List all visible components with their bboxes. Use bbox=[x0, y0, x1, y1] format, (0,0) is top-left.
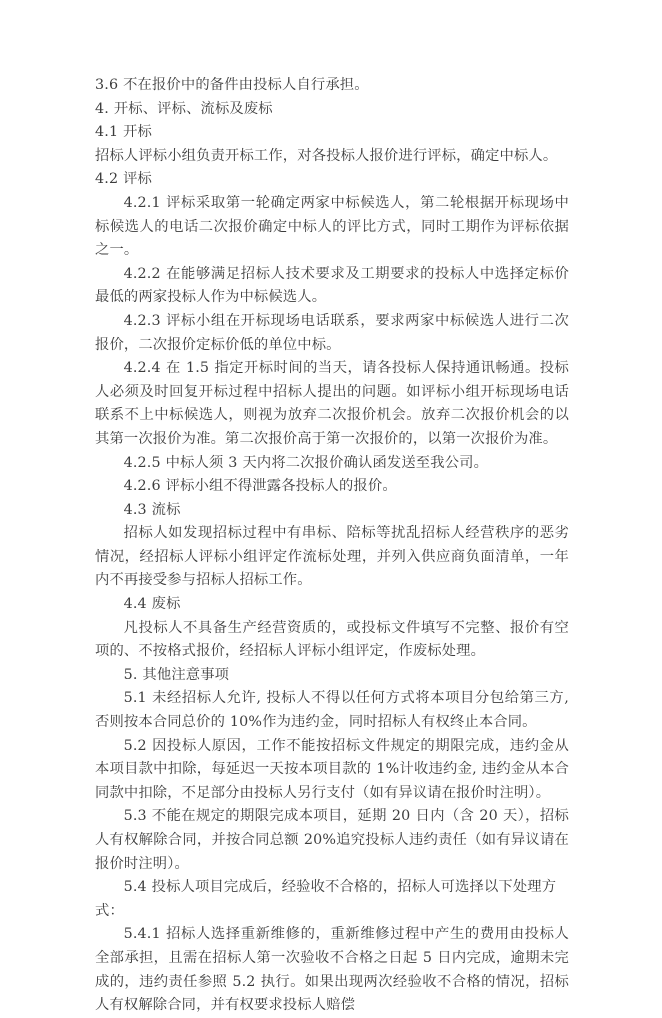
paragraph-3-6: 3.6 不在报价中的备件由投标人自行承担。 bbox=[95, 77, 369, 93]
heading-section-4: 4. 开标、评标、流标及废标 bbox=[95, 100, 273, 117]
paragraph-4-1-body: 招标人评标小组负责开标工作，对各投标人报价进行评标，确定中标人。 bbox=[95, 147, 558, 164]
paragraph-5-4: 5.4 投标人项目完成后，经验收不合格的，招标人可选择以下处理方式： bbox=[95, 879, 557, 919]
paragraph-4-2-2: 4.2.2 在能够满足招标人技术要求及工期要求的投标人中选择定标价最低的两家投标人作为中标候选人。 bbox=[95, 265, 569, 306]
paragraph-4-3-body: 招标人如发现招标过程中有串标、陪标等扰乱招标人经营秩序的恶劣情况，经招标人评标小组评定作流标处理，并列入供应商负面清单，一年内不再接受参与招标人招标工作。 bbox=[95, 525, 569, 589]
paragraph-5-3: 5.3 不能在规定的期限完成本项目，延期 20 日内（含 20 天），招标人有权解除合同，并按合同总额 20%追究投标人违约责任（如有异议请在报价时注明）。 bbox=[95, 808, 569, 872]
paragraph-4-4-body: 凡投标人不具备生产经营资质的，或投标文件填写不完整、报价有空项的、不按格式报价，经招标人评标小组评定，作废标处理。 bbox=[95, 619, 569, 660]
document-body bbox=[95, 74, 569, 1018]
heading-section-4-2: 4.2 评标 bbox=[95, 171, 152, 188]
heading-section-4-4: 4.4 废标 bbox=[123, 596, 181, 613]
paragraph-5-2: 5.2 因投标人原因，工作不能按招标文件规定的期限完成，违约金从本项目款中扣除，每延迟一天按本项目款的 1%计收违约金, 违约金从本合同款中扣除，不足部分由投标人另行支付（如有异议请在报价时注明）。 bbox=[95, 737, 569, 801]
paragraph-4-2-3: 4.2.3 评标小组在开标现场电话联系，要求两家中标候选人进行二次报价，二次报价定标价低的单位中标。 bbox=[95, 312, 569, 353]
paragraph-4-2-1: 4.2.1 评标采取第一轮确定两家中标候选人，第二轮根据开标现场中标候选人的电话二次报价确定中标人的评比方式，同时工期作为评标依据之一。 bbox=[95, 194, 569, 259]
heading-section-5: 5. 其他注意事项 bbox=[123, 666, 230, 683]
heading-section-4-1: 4.1 开标 bbox=[95, 124, 152, 141]
paragraph-5-1: 5.1 未经招标人允许, 投标人不得以任何方式将本项目分包给第三方, 否则按本合同总价的 10%作为违约金，同时招标人有权终止本合同。 bbox=[95, 690, 569, 731]
paragraph-4-2-5: 4.2.5 中标人须 3 天内将二次报价确认函发送至我公司。 bbox=[123, 454, 489, 471]
heading-section-4-3: 4.3 流标 bbox=[123, 501, 181, 518]
paragraph-4-2-6: 4.2.6 评标小组不得泄露各投标人的报价。 bbox=[123, 478, 397, 495]
paragraph-5-4-1: 5.4.1 招标人选择重新维修的，重新维修过程中产生的费用由投标人全部承担，且需在招标人第一次验收不合格之日起 5 日内完成，逾期未完成的，违约责任参照 5.2 执行。如果出现两次经验收不合格的情况，招标人有权解除合同，并有权要求投标人赔偿 bbox=[95, 926, 569, 1014]
paragraph-4-2-4: 4.2.4 在 1.5 指定开标时间的当天，请各投标人保持通讯畅通。投标人必须及时回复开标过程中招标人提出的问题。如评标小组开标现场电话联系不上中标候选人，则视为放弃二次报价机会。放弃二次报价机会的以其第一次报价为准。第二次报价高于第一次报价的，以第一次报价为准。 bbox=[95, 360, 569, 447]
